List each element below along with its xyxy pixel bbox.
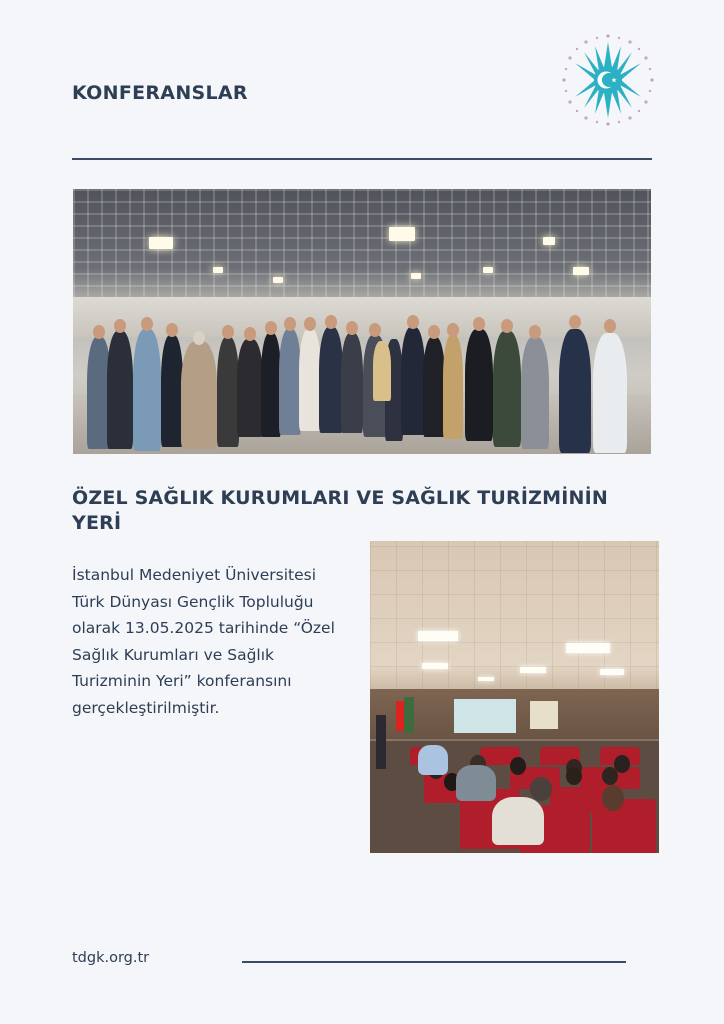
conference-hall-photo [370, 541, 659, 853]
organization-logo-icon [554, 30, 662, 130]
article-headline: ÖZEL SAĞLIK KURUMLARI VE SAĞLIK TURİZMİNİN YERİ [72, 487, 608, 534]
article-body: İstanbul Medeniyet Üniversitesi Türk Dünyası Gençlik Topluluğu olarak 13.05.2025 tarihinde “Özel Sağlık Kurumları ve Sağlık Turizminin Yeri” konferansını gerçekleştirilmiştir. [72, 566, 335, 717]
section-title: KONFERANSLAR [72, 82, 248, 104]
footer-divider [242, 961, 626, 963]
header-divider [72, 158, 652, 160]
group-photo [73, 189, 651, 454]
website-link[interactable]: tdgk.org.tr [72, 950, 150, 966]
